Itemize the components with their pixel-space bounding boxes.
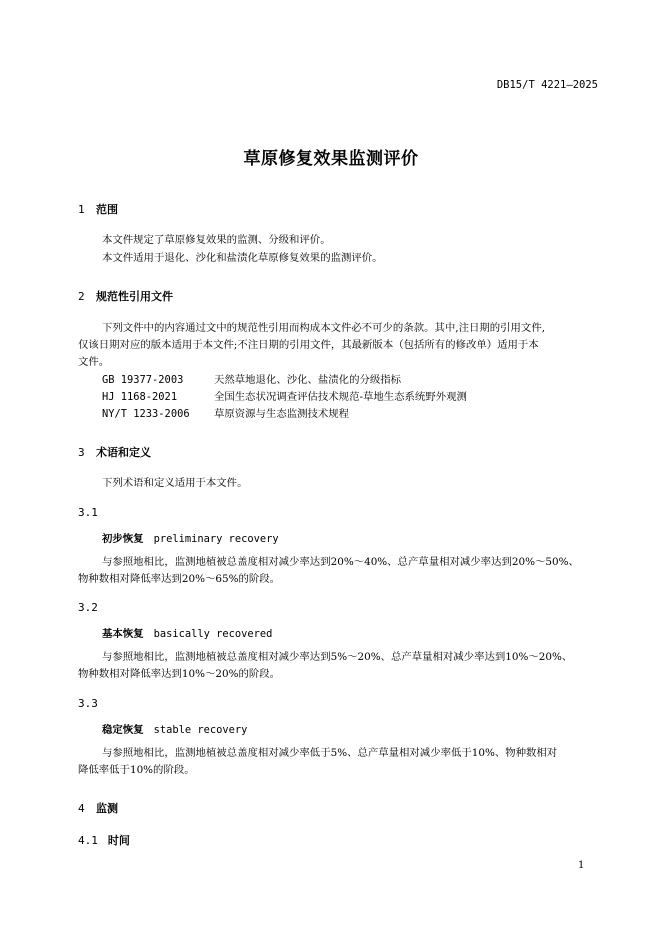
definition-line: 与参照地相比，监测地植被总盖度相对减少率达到20%～40%、总产草量相对减少率达到20%～50%、 [102, 556, 579, 568]
section-2-heading [78, 288, 173, 304]
definition-line: 物种数相对降低率达到20%～65%的阶段。 [78, 573, 281, 585]
term-en: basically recovered [153, 628, 273, 640]
section-title: 术语和定义 [96, 446, 151, 459]
reference-title: 草原资源与生态监测技术规程 [214, 408, 350, 420]
term-zh: 稳定恢复 [102, 724, 144, 736]
reference-title: 全国生态状况调查评估技术规范-草地生态系统野外观测 [214, 391, 467, 403]
section-number: 3 [78, 446, 85, 459]
subsection-4-1-heading [78, 832, 130, 848]
term-zh: 初步恢复 [102, 533, 144, 545]
definition-line: 与参照地相比，监测地植被总盖度相对减少率低于5%、总产草量相对减少率低于10%、物种数相对 [102, 747, 558, 759]
paragraph: 下列术语和定义适用于本文件。 [102, 477, 248, 489]
section-title: 范围 [96, 203, 118, 216]
section-number: 4 [78, 802, 85, 815]
subsection-title: 时间 [107, 834, 130, 847]
term-en: preliminary recovery [153, 533, 279, 545]
section-number: 2 [78, 290, 85, 303]
section-4-heading [78, 800, 118, 816]
reference-code: GB 19377-2003 [102, 374, 184, 386]
definition-line: 与参照地相比，监测地植被总盖度相对减少率达到5%～20%、总产草量相对减少率达到10%～20%、 [102, 651, 573, 663]
paragraph-line: 下列文件中的内容通过文中的规范性引用而构成本文件必不可少的条款。其中,注日期的引用文件, [102, 322, 546, 334]
section-3-heading [78, 444, 151, 460]
definition-line: 物种数相对降低率达到10%～20%的阶段。 [78, 668, 281, 680]
reference-item [102, 389, 467, 406]
section-title: 规范性引用文件 [96, 290, 173, 303]
standard-code: DB15/T 4221—2025 [496, 79, 598, 91]
term-number: 3.2 [78, 601, 98, 614]
section-number: 1 [78, 203, 85, 216]
subsection-number: 4.1 [78, 834, 98, 847]
term-number: 3.1 [78, 506, 98, 519]
term-number: 3.3 [78, 697, 98, 710]
paragraph-line: 文件。 [78, 356, 110, 368]
page-number: 1 [578, 860, 585, 871]
reference-item [102, 406, 349, 423]
term-en: stable recovery [153, 724, 248, 736]
term-heading [102, 625, 272, 640]
reference-title: 天然草地退化、沙化、盐渍化的分级指标 [214, 374, 402, 386]
term-zh: 基本恢复 [102, 628, 144, 640]
paragraph: 本文件规定了草原修复效果的监测、分级和评价。 [102, 234, 331, 246]
term-heading [102, 530, 279, 545]
paragraph: 本文件适用于退化、沙化和盐渍化草原修复效果的监测评价。 [102, 252, 383, 264]
document-title: 草原修复效果监测评价 [243, 149, 419, 169]
section-title: 监测 [96, 802, 118, 815]
section-1-heading [78, 201, 118, 217]
reference-item [102, 372, 401, 389]
reference-code: NY/T 1233-2006 [102, 408, 190, 420]
reference-code: HJ 1168-2021 [102, 391, 178, 403]
paragraph-line: 仅该日期对应的版本适用于本文件;不注日期的引用文件，其最新版本（包括所有的修改单）适用于本 [78, 339, 539, 351]
definition-line: 降低率低于10%的阶段。 [78, 764, 195, 776]
term-heading [102, 721, 247, 736]
